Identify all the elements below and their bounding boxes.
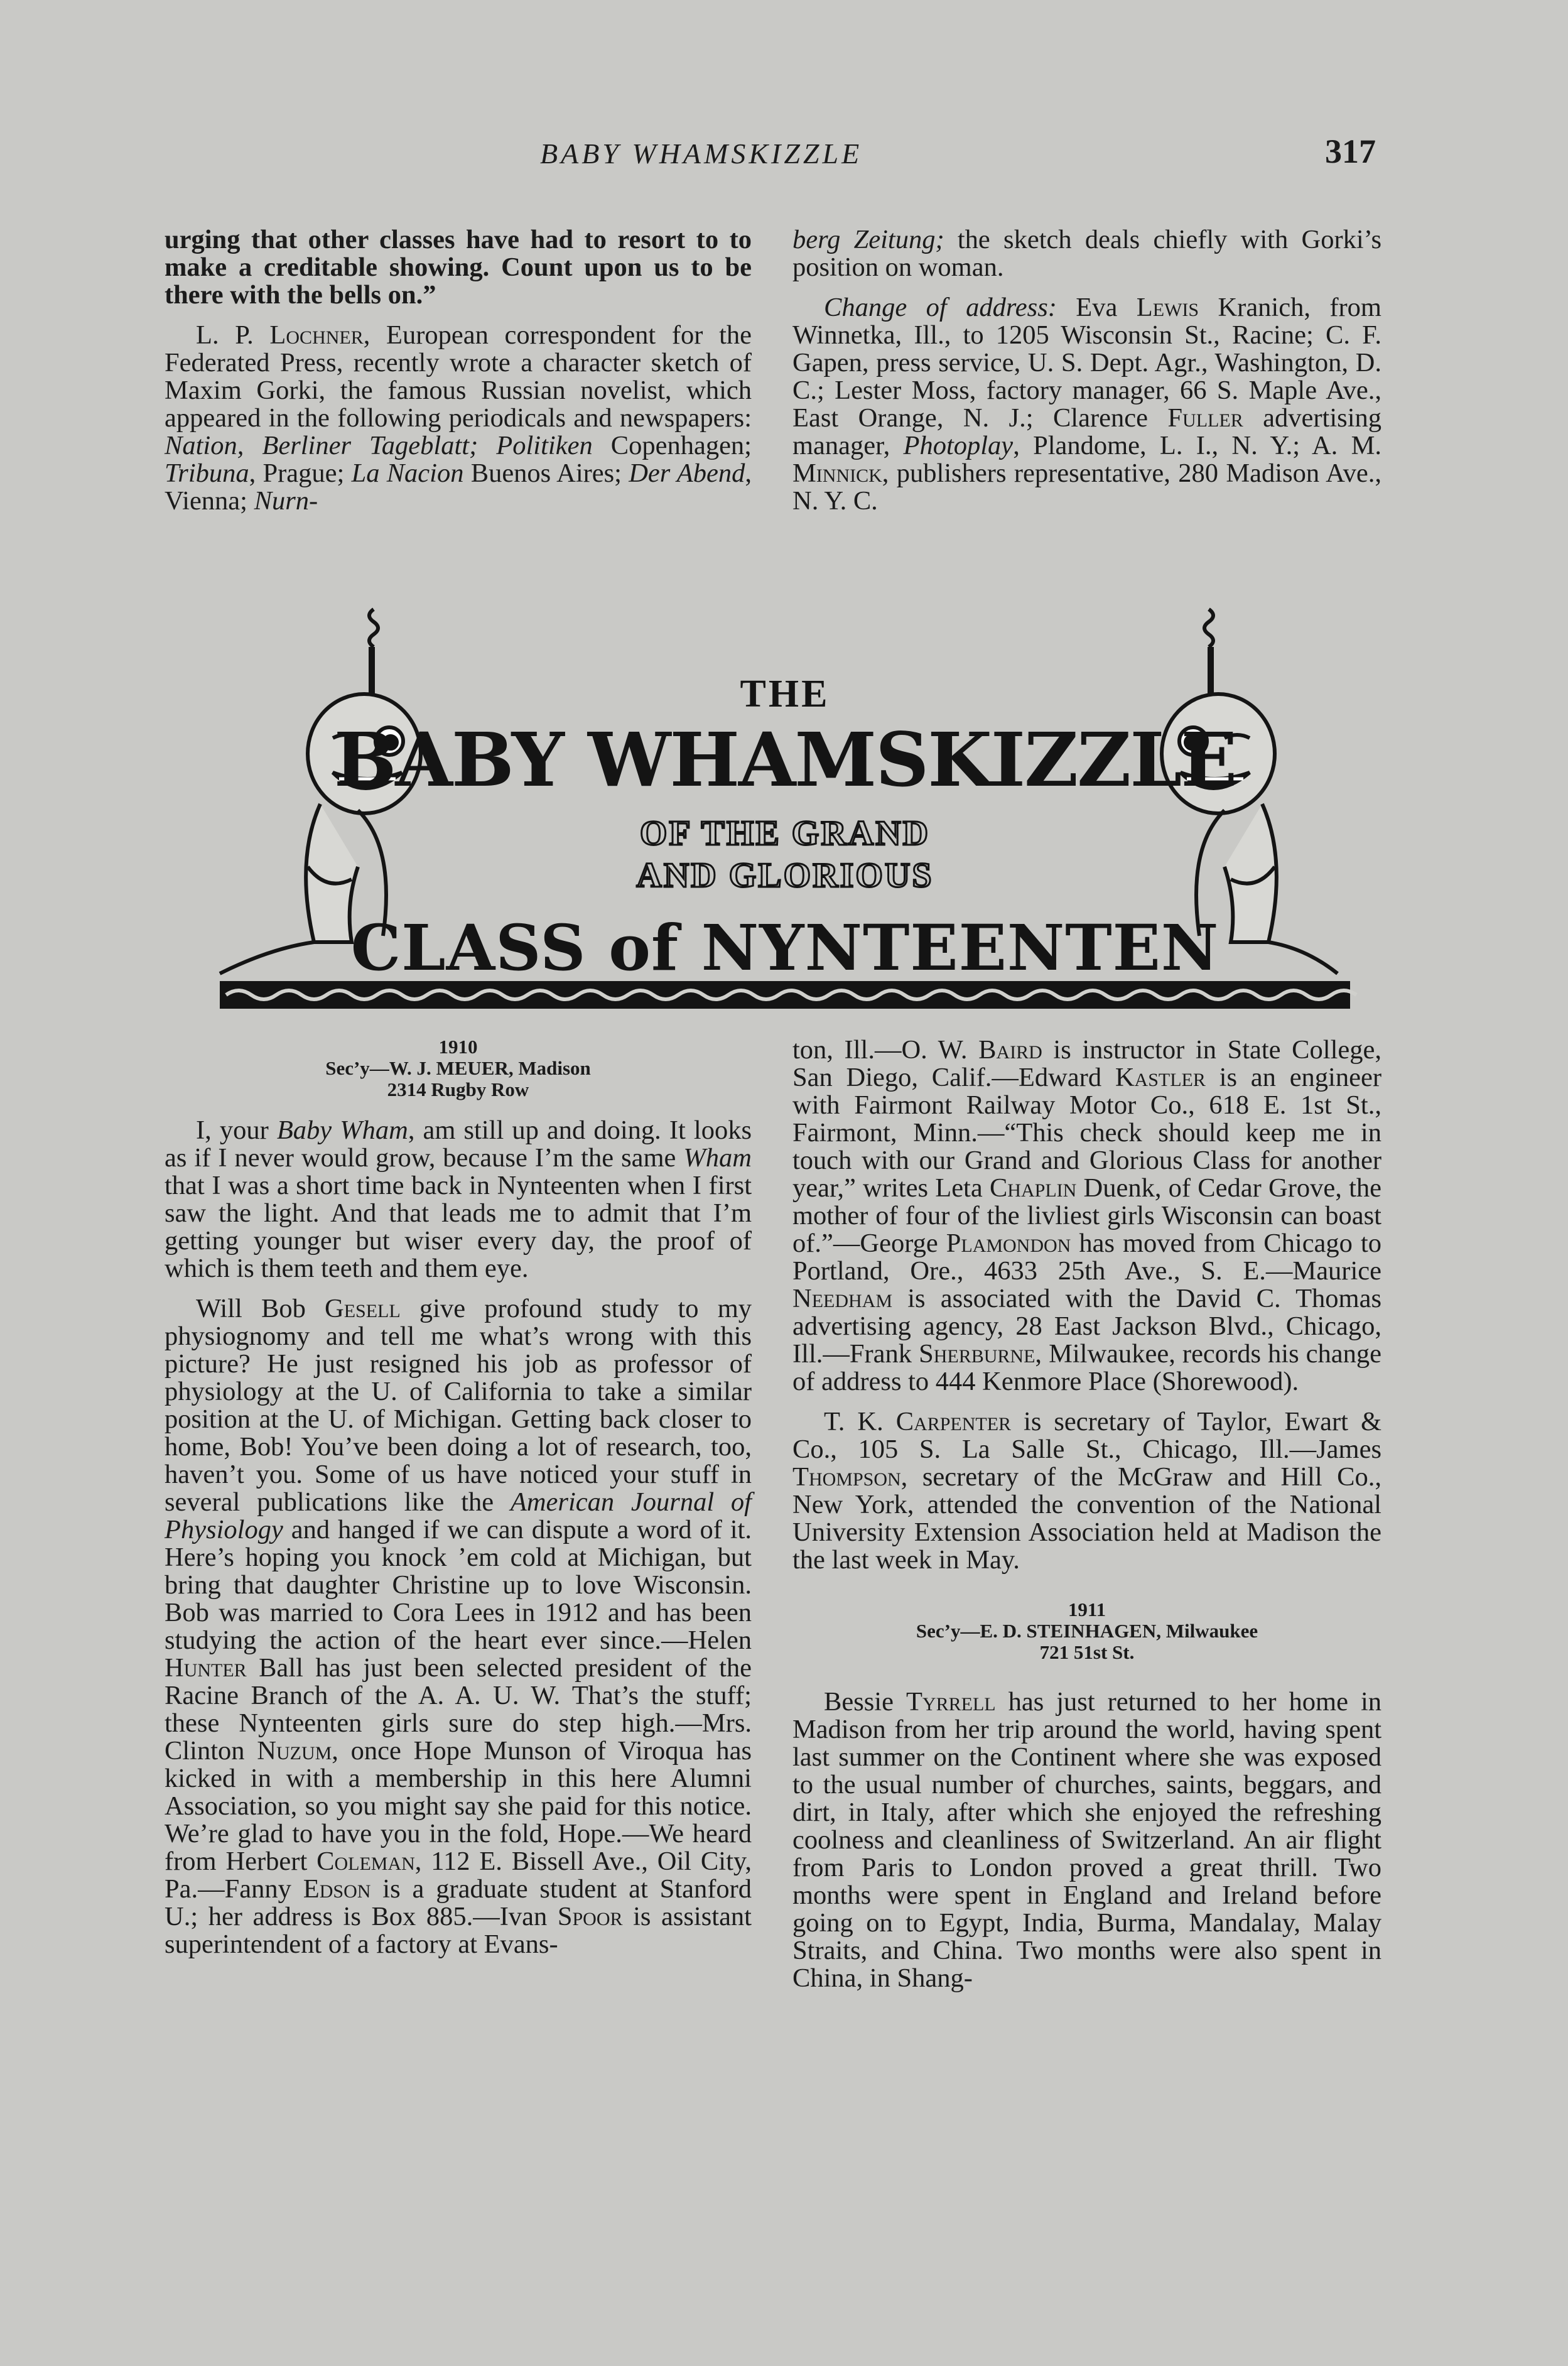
- person-name: Gesell: [325, 1294, 401, 1323]
- person-name: Hunter: [165, 1653, 247, 1683]
- paragraph: T. K. Carpenter is secretary of Taylor, Ewart & Co., 105 S. La Salle St., Chicago, Ill.—James Thompson, secretary of the McGraw and Hill Co., New York, attended the convention of the National University Extension Association held at Madison the the last week in May.: [792, 1407, 1382, 1575]
- banner-of-the-grand: OF THE GRAND: [639, 814, 931, 853]
- person-name: L. P. Lochner: [196, 320, 364, 350]
- person-name: Baird: [978, 1035, 1042, 1065]
- banner-class-name: CLASS of NYNTEENTEN: [350, 911, 1219, 985]
- person-name: Spoor: [557, 1902, 623, 1931]
- wave-border-icon: [220, 981, 1356, 1009]
- top-right-column: [792, 226, 1381, 528]
- person-name: Kastler: [1115, 1063, 1206, 1092]
- person-name: Plamondon: [946, 1229, 1071, 1258]
- section-secretary: Sec’y—E. D. STEINHAGEN, Milwaukee: [916, 1620, 1258, 1642]
- person-name: Edson: [303, 1874, 371, 1904]
- section-header-1910: [165, 1036, 752, 1100]
- paragraph: urging that other classes have had to resort to to make a creditable showing. Count upon us to be there with the bells on.”: [165, 225, 752, 310]
- section-address: 2314 Rugby Row: [387, 1078, 529, 1100]
- banner-and-glorious: AND GLORIOUS: [636, 856, 934, 895]
- bottom-left-column: [165, 1036, 752, 1971]
- person-name: Minnick: [792, 459, 882, 488]
- section-year: 1910: [438, 1036, 478, 1058]
- paragraph: Will Bob Gesell give profound study to my physiognomy and tell me what’s wrong with this picture? He just resigned his job as professor of physiology at the U. of California to take a similar position at the U. of Michigan. Getting back closer to home, Bob! You’ve been doing a lot of research, too, haven’t you. Some of us have noticed your stuff in several publications like the American Journal of Physiology and hanged if we can dispute a word of it. Here’s hoping you knock ’em cold at Michigan, but bring that daughter Christine up to love Wisconsin. Bob was married to Cora Lees in 1912 and has been studying the action of the heart ever since.—Helen Hunter Ball has just been selected president of the Racine Branch of the A. A. U. W. That’s the stuff; these Nynteenten girls sure do step high.—Mrs. Clinton Nuzum, once Hope Munson of Viroqua has kicked in with a membership in this here Alumni Association, so you might say she paid for this notice. We’re glad to have you in the fold, Hope.—We heard from Herbert Coleman, 112 E. Bissell Ave., Oil City, Pa.—Fanny Edson is a graduate student at Stanford U.; her address is Box 885.—Ivan Spoor is assistant superintendent of a factory at Evans-: [165, 1294, 752, 1959]
- section-year: 1911: [1068, 1598, 1106, 1620]
- running-head: BABY WHAMSKIZZLE: [540, 138, 863, 170]
- paragraph: L. P. Lochner, European correspondent for the Federated Press, recently wrote a character sketch of Maxim Gorki, the famous Russian novelist, which appeared in the following periodicals and newspapers: Nation, Berliner Tageblatt; Politiken Copenhagen; Tribuna, Prague; La Nacion Buenos Aires; Der Abend, Vienna; Nurn-: [165, 320, 752, 516]
- paragraph: berg Zeitung; the sketch deals chiefly with Gorki’s position on woman.: [792, 225, 1381, 282]
- person-name: Coleman: [316, 1847, 415, 1876]
- person-name: Sherburne: [919, 1339, 1035, 1369]
- top-left-column: [165, 226, 752, 528]
- person-name: Lewis: [1136, 293, 1199, 322]
- person-name: Carpenter: [895, 1407, 1012, 1436]
- page-number: 317: [1325, 133, 1376, 170]
- section-secretary: Sec’y—W. J. MEUER, Madison: [325, 1057, 591, 1079]
- paragraph: Change of address: Eva Lewis Kranich, from Winnetka, Ill., to 1205 Wisconsin St., Racine; C. F. Gapen, press service, U. S. Dept. Agr., Washington, D. C.; Lester Moss, factory manager, 66 S. Maple Ave., East Orange, N. J.; Clarence Fuller advertising manager, Photoplay, Plandome, L. I., N. Y.; A. M. Minnick, publishers representative, 280 Madison Ave., N. Y. C.: [792, 293, 1382, 516]
- person-name: Tyrrell: [906, 1687, 996, 1717]
- paragraph: Bessie Tyrrell has just returned to her home in Madison from her trip around the world, having spent last summer on the Continent where she was exposed to the usual number of churches, saints, beggars, and dirt, in Italy, after which she enjoyed the refreshing coolness and cleanliness of Switzerland. An air flight from Paris to London proved a great thrill. Two months were spent in England and Ireland before going on to Egypt, India, Burma, Mandalay, Malay Straits, and China. Two months were also spent in China, in Shang-: [792, 1687, 1382, 1993]
- person-name: Needham: [792, 1284, 893, 1313]
- person-name: Thompson: [792, 1462, 901, 1492]
- paragraph: I, your Baby Wham, am still up and doing. It looks as if I never would grow, because I’m the same Wham that I was a short time back in Nynteenten when I first saw the light. And that leads me to admit that I’m getting younger but wiser every day, the proof of which is them teeth and them eye.: [165, 1115, 752, 1283]
- person-name: Nuzum: [257, 1736, 332, 1766]
- banner-main-title: BABY WHAMSKIZZLE: [333, 716, 1236, 803]
- person-name: Chaplin: [989, 1173, 1077, 1203]
- class-banner: [207, 597, 1363, 1024]
- banner-the: THE: [740, 673, 830, 715]
- bottom-right-column: [792, 1036, 1381, 2005]
- paragraph: ton, Ill.—O. W. Baird is instructor in State College, San Diego, Calif.—Edward Kastler is an engineer with Fairmont Railway Motor Co., 618 E. 1st St., Fairmont, Minn.—“This check should keep me in touch with our Grand and Glorious Class for another year,” writes Leta Chaplin Duenk, of Cedar Grove, the mother of four of the livliest girls Wisconsin can boast of.”—George Plamondon has moved from Chicago to Portland, Ore., 4633 25th Ave., S. E.—Maurice Needham is associated with the David C. Thomas advertising agency, 28 East Jackson Blvd., Chicago, Ill.—Frank Sherburne, Milwaukee, records his change of address to 444 Kenmore Place (Shorewood).: [792, 1035, 1382, 1396]
- person-name: Fuller: [1167, 403, 1243, 433]
- section-header-1911: [792, 1599, 1381, 1663]
- section-address: 721 51st St.: [1039, 1641, 1135, 1663]
